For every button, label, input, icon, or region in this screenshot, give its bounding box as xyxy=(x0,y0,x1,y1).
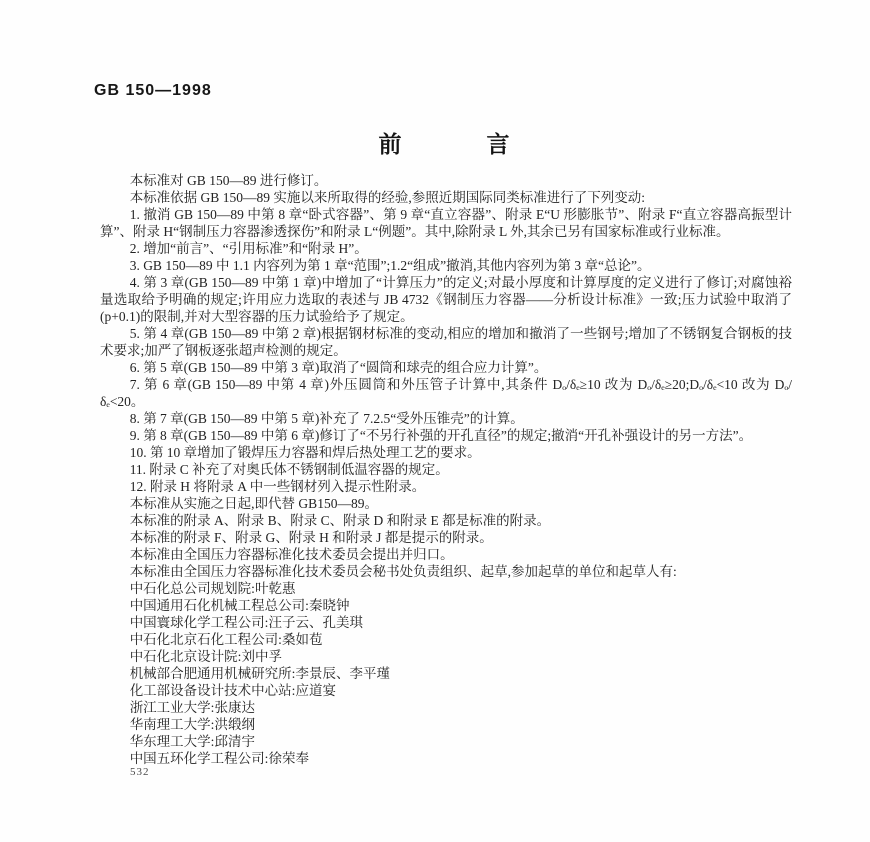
paragraph: 华东理工大学:邱清宇 xyxy=(129,734,255,749)
paragraph: 化工部设备设计技术中心站:应道宴 xyxy=(129,683,336,698)
paragraph: 2. 增加“前言”、“引用标准”和“附录 H”。 xyxy=(129,241,368,256)
paragraph: 11. 附录 C 补充了对奥氏体不锈钢制低温容器的规定。 xyxy=(129,462,449,477)
paragraph: 华南理工大学:洪缎纲 xyxy=(129,717,255,732)
paragraph: 本标准的附录 F、附录 G、附录 H 和附录 J 都是提示的附录。 xyxy=(129,530,493,545)
paragraph: 9. 第 8 章(GB 150—89 中第 6 章)修订了“不另行补强的开孔直径”的规定;撤消“开孔补强设计的另一方法”。 xyxy=(129,428,753,443)
page-title: 前 言 xyxy=(378,132,514,157)
paragraph: 8. 第 7 章(GB 150—89 中第 5 章)补充了 7.2.5“受外压锥壳”的计算。 xyxy=(129,411,524,426)
paragraph: 6. 第 5 章(GB 150—89 中第 3 章)取消了“圆筒和球壳的组合应力计算”。 xyxy=(129,360,548,375)
paragraph: 7. 第 6 章(GB 150—89 中第 4 章)外压圆筒和外压管子计算中,其条件 Dₒ/δₑ≥10 改为 Dₒ/δₑ≥20;Dₒ/δₑ<10 改为 Dₒ/δₑ<20。 xyxy=(100,377,792,409)
paragraph: 中国寰球化学工程公司:汪子云、孔美琪 xyxy=(129,615,363,630)
paragraph: 本标准由全国压力容器标准化技术委员会秘书处负责组织、起草,参加起草的单位和起草人有: xyxy=(129,564,677,579)
paragraph: 机械部合肥通用机械研究所:李景辰、李平瑾 xyxy=(129,666,390,681)
paragraph: 中石化总公司规划院:叶乾惠 xyxy=(129,581,296,596)
paragraph: 5. 第 4 章(GB 150—89 中第 2 章)根据钢材标准的变动,相应的增加和撤消了一些钢号;增加了不锈钢复合钢板的技术要求;加严了钢板逐张超声检测的规定。 xyxy=(100,326,792,358)
paragraph: 1. 撤消 GB 150—89 中第 8 章“卧式容器”、第 9 章“直立容器”、附录 E“U 形膨胀节”、附录 F“直立容器高振型计算”、附录 H“钢制压力容器渗透探伤”和附录 L“例题”。其中,除附录 L 外,其余已另有国家标准或行业标准。 xyxy=(100,207,792,239)
paragraph: 中石化北京石化工程公司:桑如苞 xyxy=(129,632,323,647)
page-number: 532 xyxy=(130,766,150,778)
standard-number: GB 150—1998 xyxy=(94,82,212,99)
paragraph: 本标准的附录 A、附录 B、附录 C、附录 D 和附录 E 都是标准的附录。 xyxy=(129,513,551,528)
paragraph: 中石化北京设计院:刘中孚 xyxy=(129,649,282,664)
paragraph: 浙江工业大学:张康达 xyxy=(129,700,255,715)
paragraph: 12. 附录 H 将附录 A 中一些钢材列入提示性附录。 xyxy=(129,479,426,494)
paragraph: 本标准依据 GB 150—89 实施以来所取得的经验,参照近期国际同类标准进行了下列变动: xyxy=(129,190,645,205)
paragraph: 3. GB 150—89 中 1.1 内容列为第 1 章“范围”;1.2“组成”撤消,其他内容列为第 3 章“总论”。 xyxy=(129,258,651,273)
paragraph: 4. 第 3 章(GB 150—89 中第 1 章)中增加了“计算压力”的定义;对最小厚度和计算厚度的定义进行了修订;对腐蚀裕量选取给予明确的规定;许用应力选取的表述与 JB 4732《钢制压力容器——分析设计标准》一致;压力试验中取消了(p+0.1)的限制,并对大型容器的压力试验给予了规定。 xyxy=(100,275,792,324)
paragraph: 本标准从实施之日起,即代替 GB150—89。 xyxy=(129,496,378,511)
paragraph: 中国五环化学工程公司:徐荣奉 xyxy=(129,751,309,766)
paragraph: 中国通用石化机械工程总公司:秦晓钟 xyxy=(129,598,350,613)
foreword-body xyxy=(100,172,792,767)
paragraph: 本标准对 GB 150—89 进行修订。 xyxy=(129,173,328,188)
paragraph: 本标准由全国压力容器标准化技术委员会提出并归口。 xyxy=(129,547,454,562)
paragraph: 10. 第 10 章增加了锻焊压力容器和焊后热处理工艺的要求。 xyxy=(129,445,481,460)
